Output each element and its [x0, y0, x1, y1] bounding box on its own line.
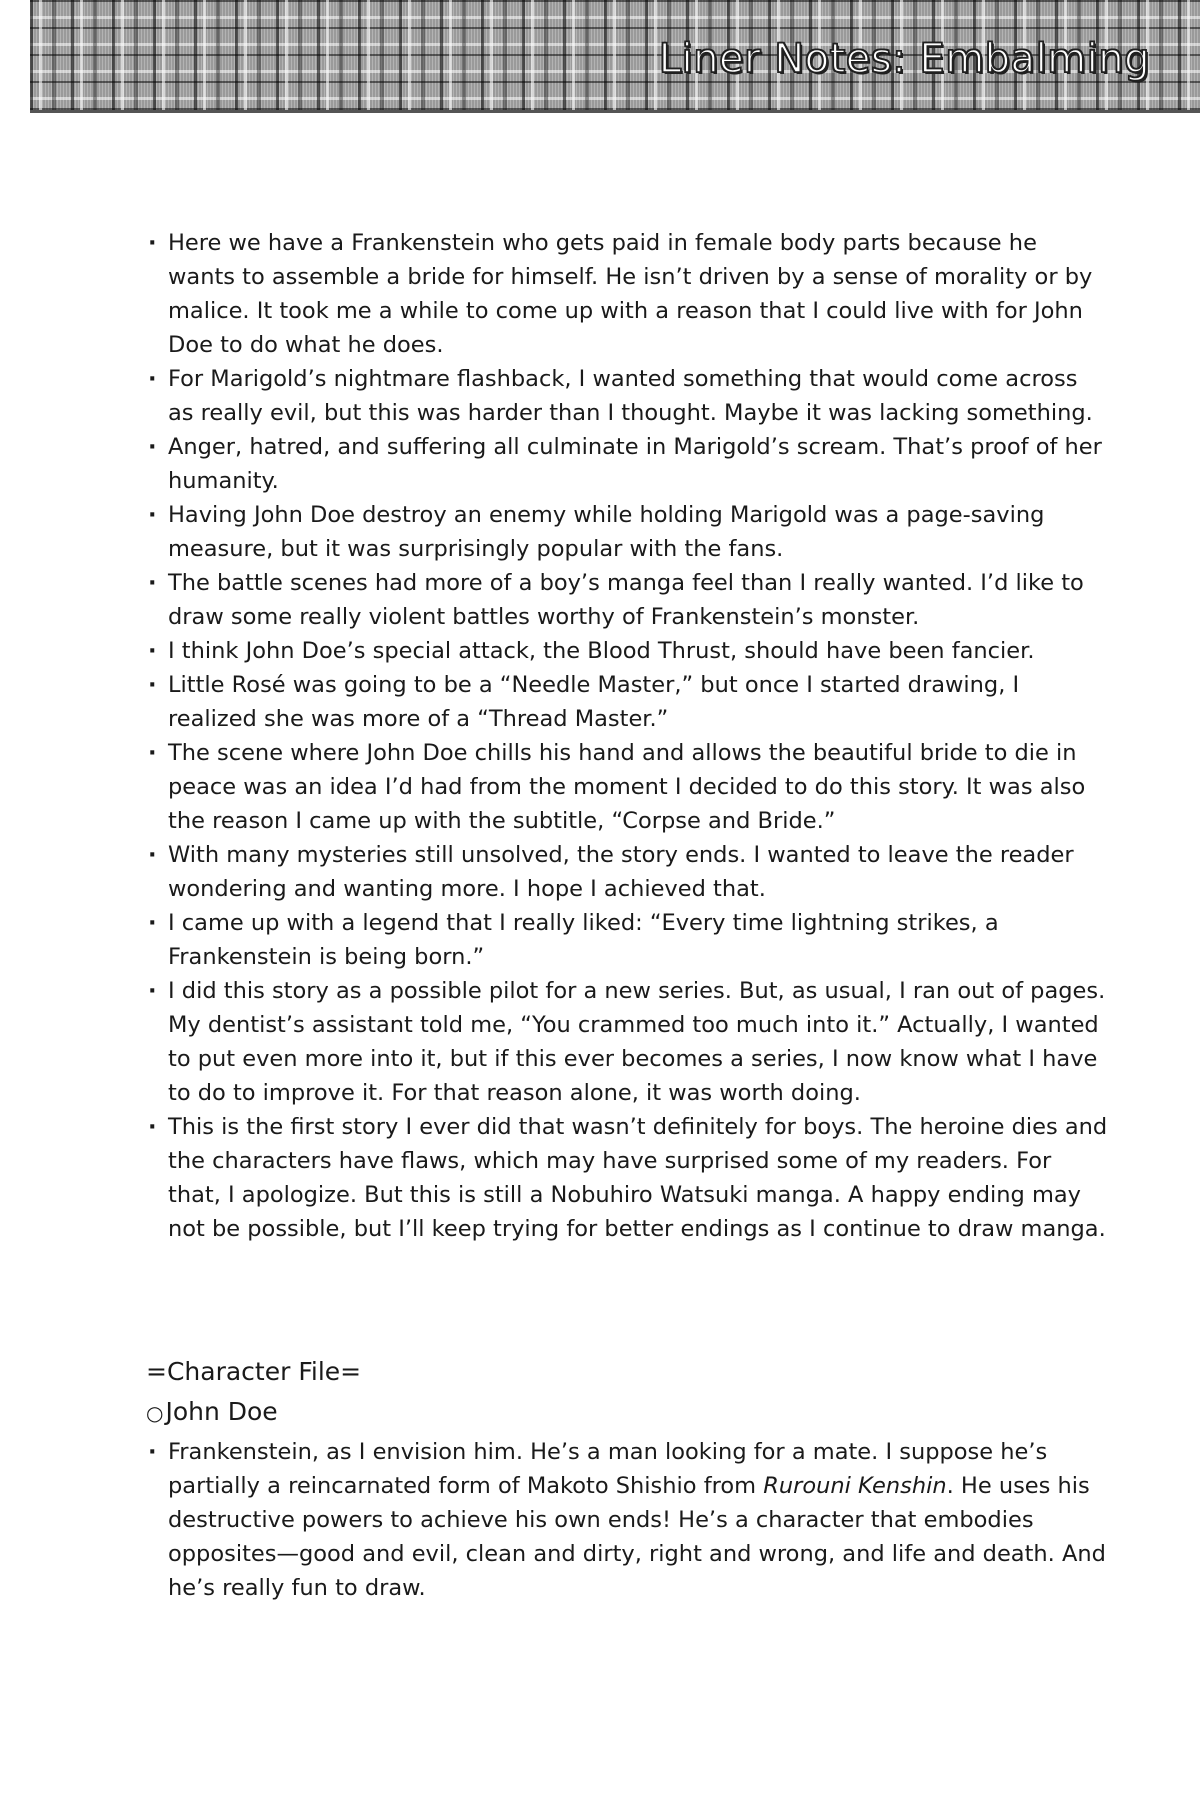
- note-item: · Little Rosé was going to be a “Needle Master,” but once I started drawing, I realized she was more of a “Thread Master.”: [152, 668, 1108, 736]
- note-item: · The battle scenes had more of a boy’s manga feel than I really wanted. I’d like to draw some really violent battles worthy of Frankenstein’s monster.: [152, 566, 1108, 634]
- note-item: · Having John Doe destroy an enemy while holding Marigold was a page-saving measure, but it was surprisingly popular with the fans.: [152, 498, 1108, 566]
- note-item: · With many mysteries still unsolved, the story ends. I wanted to leave the reader wondering and wanting more. I hope I achieved that.: [152, 838, 1108, 906]
- note-item: · Here we have a Frankenstein who gets paid in female body parts because he wants to assemble a bride for himself. He isn’t driven by a sense of morality or by malice. It took me a while to come up with a reason that I could live with for John Doe to do what he does.: [152, 226, 1108, 362]
- character-desc-part-2: . He uses his destructive powers to achieve his own ends! He’s a character that embodies opposites—good and evil, clean and dirty, right and wrong, and life and death. And he’s really fun to draw.: [168, 1473, 1106, 1601]
- character-name-text: John Doe: [165, 1397, 278, 1426]
- note-item: · I came up with a legend that I really liked: “Every time lightning strikes, a Frankenstein is being born.”: [152, 906, 1108, 974]
- character-file-heading: =Character File=: [146, 1357, 362, 1386]
- note-item: · This is the first story I ever did that wasn’t definitely for boys. The heroine dies and the characters have flaws, which may have surprised some of my readers. For that, I apologize. But this is still a Nobuhiro Watsuki manga. A happy ending may not be possible, but I’ll keep trying for better endings as I continue to draw manga.: [152, 1110, 1108, 1246]
- character-name: [146, 1392, 1106, 1433]
- character-file-section: [146, 1352, 1106, 1605]
- note-item: · I did this story as a possible pilot for a new series. But, as usual, I ran out of pages. My dentist’s assistant told me, “You crammed too much into it.” Actually, I wanted to put even more into it, but if this ever becomes a series, I now know what I have to do to improve it. For that reason alone, it was worth doing.: [152, 974, 1108, 1110]
- page-title: Liner Notes: Embalming: [658, 36, 1150, 82]
- note-item: · I think John Doe’s special attack, the Blood Thrust, should have been fancier.: [152, 634, 1108, 668]
- header-banner: [30, 0, 1200, 113]
- note-item: · Anger, hatred, and suffering all culminate in Marigold’s scream. That’s proof of her humanity.: [152, 430, 1108, 498]
- note-item: · For Marigold’s nightmare flashback, I wanted something that would come across as really evil, but this was harder than I thought. Maybe it was lacking something.: [152, 362, 1108, 430]
- character-description: [146, 1435, 1106, 1605]
- character-desc-part-1: Frankenstein, as I envision him. He’s a man looking for a mate. I suppose he’s partially a reincarnated form of Makoto Shishio from: [168, 1439, 1048, 1499]
- series-title: Rurouni Kenshin: [763, 1473, 947, 1499]
- liner-notes-list: [152, 226, 1108, 1246]
- circle-marker-icon: ○: [146, 1401, 164, 1425]
- note-item: · The scene where John Doe chills his hand and allows the beautiful bride to die in peace was an idea I’d had from the moment I decided to do this story. It was also the reason I came up with the subtitle, “Corpse and Bride.”: [152, 736, 1108, 838]
